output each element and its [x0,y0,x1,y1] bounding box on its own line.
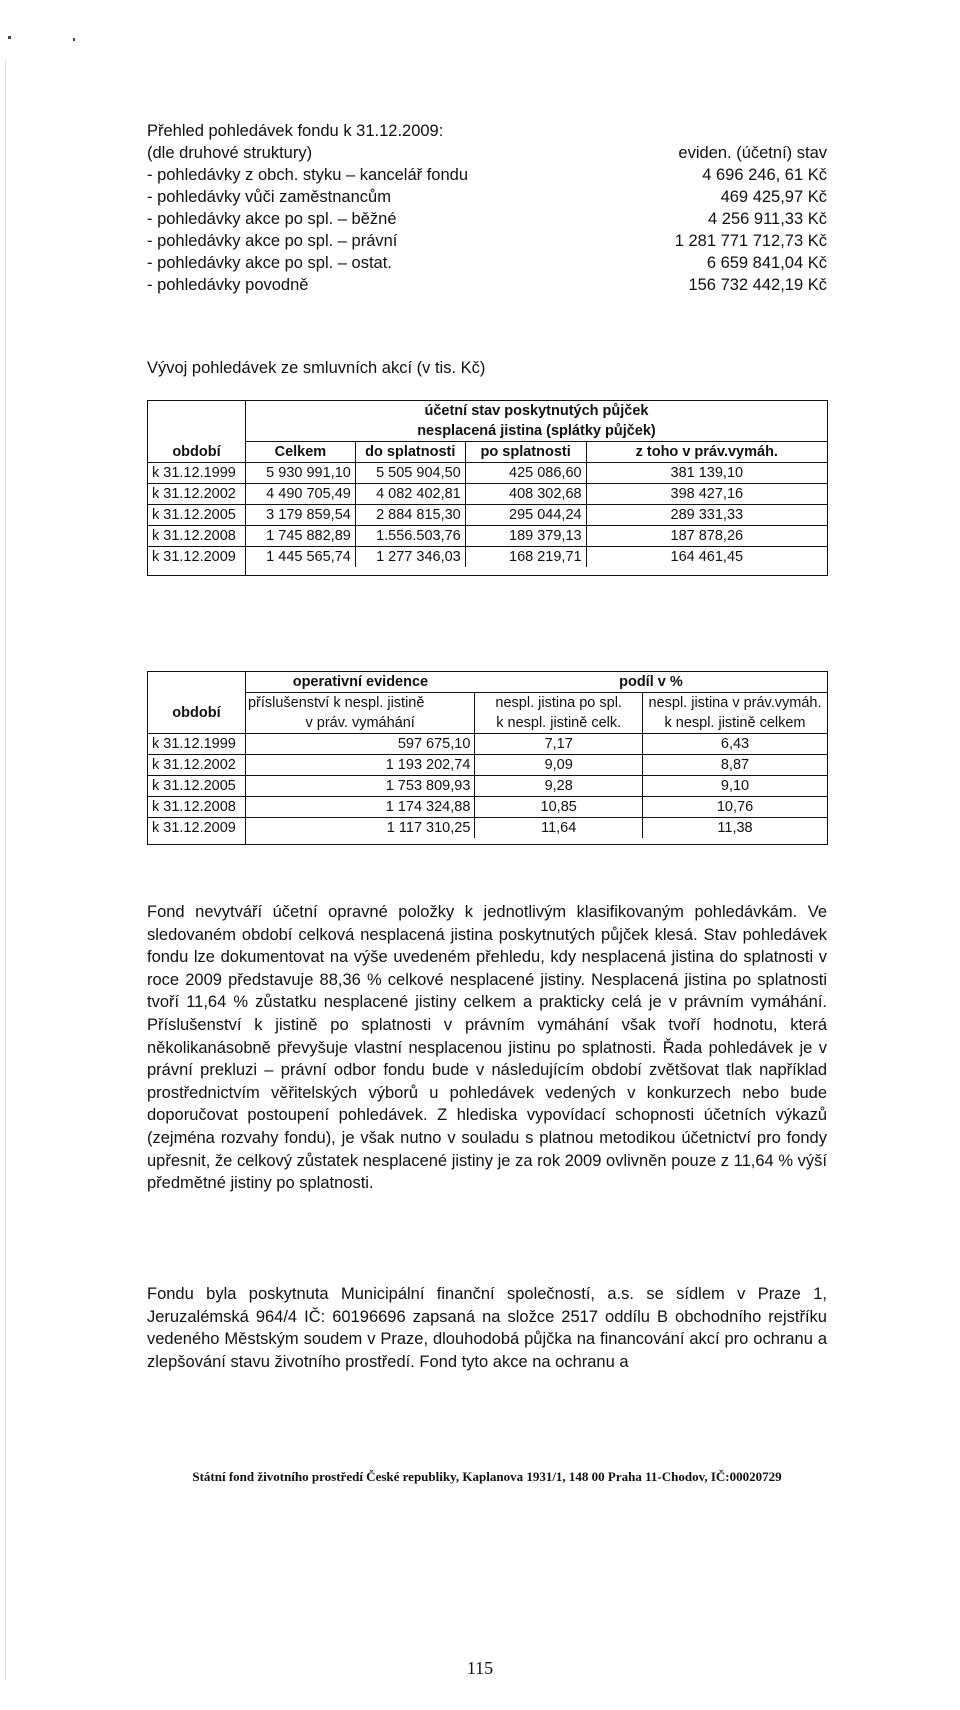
period-cell: k 31.12.2009 [148,818,246,839]
summary-item-label: - pohledávky vůči zaměstnancům [147,188,391,206]
table-cell: 189 379,13 [465,526,586,547]
table-cell: 7,17 [475,734,643,755]
table-row [148,755,828,776]
period-header: období [148,442,246,463]
table-row [148,505,828,526]
period-header: období [148,693,246,734]
table-cell: 425 086,60 [465,463,586,484]
summary-item-label: - pohledávky z obch. styku – kancelář fondu [147,166,469,184]
period-cell: k 31.12.1999 [148,463,246,484]
table-cell: 6,43 [720,736,750,752]
column-header-line: k nespl. jistině celkem [643,713,828,734]
summary-item-label: - pohledávky akce po spl. – běžné [147,210,397,228]
column-header-line: k nespl. jistině celk. [475,713,643,734]
table-subgroup-header: nesplacená jistina (splátky půjček) [417,423,656,439]
table-spacer-row [148,838,828,845]
loans-state-table [147,400,828,576]
group-header-operative: operativní evidence [245,672,474,693]
summary-item [147,252,827,274]
body-paragraph: Fond nevytváří účetní opravné položky k jednotlivým klasifikovaným pohledávkám. Ve sledovaném období celková nesplacená jistina poskytnutých půjček klesá. Stav pohledávek fondu lze dokumentovat na výše uvedeném přehledu, kdy nesplacená jistina do splatnosti v roce 2009 představuje 88,36 % celkové nesplacené jistiny. Nesplacená jistina po splatnosti tvoří 11,64 % zůstatku nesplacené jistiny celkem a prakticky celá je v právním vymáhání. Příslušenství k jistině po splatnosti v právním vymáhání však tvoří hodnotu, která několikanásobně převyšuje vlastní nesplacenou jistinu po splatnosti. Řada pohledávek je v právní prekluzi – právní odbor fondu bude v následujícím období zvětšovat tlak například prostřednictvím věřitelských výborů u pohledávek vedených v konkurzech nebo bude doporučovat postoupení pohledávek. Z hlediska vypovídací schopnosti účetních výkazů (zejména rozvahy fondu), je však nutno v souladu s platnou metodikou účetnictví pro fondy upřesnit, že celkový zůstatek nesplacené jistiny je za rok 2009 ovlivněn pouze z 11,64 % výší předmětné jistiny po splatnosti. [147,903,827,1193]
operative-evidence-table [147,671,828,845]
period-cell: k 31.12.2002 [148,484,246,505]
table-cell: 597 675,10 [245,734,474,755]
table-cell: 8,87 [720,757,750,773]
summary-value-header: eviden. (účetní) stav [678,144,827,162]
table-cell: 1 174 324,88 [245,797,474,818]
table-cell: 1.556.503,76 [355,526,465,547]
table-cell: 11,38 [717,820,753,836]
summary-item-value: 469 425,97 Kč [720,188,827,206]
table-row [148,818,828,839]
summary-item-label: - pohledávky akce po spl. – právní [147,232,398,250]
table-header-row [148,713,828,734]
column-header: z toho v práv.vymáh. [586,442,827,463]
page-footer: Státní fond životního prostředí České republiky, Kaplanova 1931/1, 148 00 Praha 11-Chodov, IČ:00020729 [192,1469,782,1484]
table-cell: 5 930 991,10 [245,463,355,484]
summary-item-label: - pohledávky akce po spl. – ostat. [147,254,392,272]
table-cell: 398 427,16 [670,486,744,502]
page-number: 115 [466,1658,494,1678]
table-cell: 289 331,33 [670,507,744,523]
table-group-header: účetní stav poskytnutých půjček [424,403,649,419]
summary-item [147,164,827,186]
summary-item-value: 4 696 246, 61 Kč [702,166,827,184]
summary-item-value: 156 732 442,19 Kč [688,276,827,294]
table-row [148,776,828,797]
table-cell: 4 082 402,81 [355,484,465,505]
table-cell: 1 193 202,74 [245,755,474,776]
table-row [148,797,828,818]
table-cell: 5 505 904,50 [355,463,465,484]
table-cell: 168 219,71 [465,547,586,568]
table-row [148,547,828,568]
summary-item [147,230,827,252]
table-header-row [148,442,828,463]
column-header: Celkem [245,442,355,463]
summary-item [147,274,827,296]
period-cell: k 31.12.2009 [148,547,246,568]
table-header-row [148,421,828,442]
scan-mark [73,38,75,41]
table-cell: 9,28 [475,776,643,797]
summary-item-value: 1 281 771 712,73 Kč [674,232,827,250]
table-cell: 3 179 859,54 [245,505,355,526]
table-cell: 9,10 [720,778,750,794]
body-paragraph: Fondu byla poskytnuta Municipální finanční společností, a.s. se sídlem v Praze 1, Jeruzalémská 964/4 IČ: 60196696 zapsaná na složce 2517 oddílu B obchodního rejstříku vedeného Městským soudem v Praze, dlouhodobá půjčka na financování akcí pro ochranu a zlepšování stavu životního prostředí. Fond tyto akce na ochranu a [147,1285,827,1371]
summary-item-value: 6 659 841,04 Kč [706,254,827,272]
table-cell: 381 139,10 [670,465,744,481]
summary-heading [147,120,827,142]
period-cell: k 31.12.1999 [148,734,246,755]
scan-mark [8,36,11,39]
column-header: po splatnosti [465,442,586,463]
summary-title: Přehled pohledávek fondu k 31.12.2009: [147,122,444,140]
table-cell: 187 878,26 [670,528,744,544]
summary-subtitle: (dle druhové struktury) [147,144,313,162]
period-cell: k 31.12.2005 [148,776,246,797]
table-row [148,526,828,547]
period-cell: k 31.12.2008 [148,797,246,818]
receivables-summary [147,120,827,296]
table-cell: 10,76 [716,799,754,815]
table-cell: 295 044,24 [465,505,586,526]
table-cell: 1 745 882,89 [245,526,355,547]
table-header-row [148,401,828,422]
column-header: do splatnosti [355,442,465,463]
column-header-line: v práv. vymáhání [305,715,415,731]
table-cell: 1 753 809,93 [245,776,474,797]
summary-item [147,186,827,208]
scan-edge-line [5,60,6,1680]
table-cell: 1 277 346,03 [355,547,465,568]
section-title: Vývoj pohledávek ze smluvních akcí (v tis. Kč) [147,359,486,377]
table-cell: 9,09 [475,755,643,776]
table-cell: 11,64 [475,818,643,839]
table-cell: 2 884 815,30 [355,505,465,526]
period-cell: k 31.12.2005 [148,505,246,526]
table-header-row [148,693,828,714]
summary-item [147,208,827,230]
table-header-row [148,672,828,693]
table-cell: 4 490 705,49 [245,484,355,505]
table-cell: 408 302,68 [465,484,586,505]
table-cell: 164 461,45 [670,549,744,565]
table-row [148,463,828,484]
summary-subheading-row [147,142,827,164]
table-row [148,484,828,505]
period-cell: k 31.12.2008 [148,526,246,547]
summary-item-label: - pohledávky povodně [147,276,309,294]
column-header-line: nespl. jistina po spl. [475,693,643,714]
period-cell: k 31.12.2002 [148,755,246,776]
column-header-line: příslušenství k nespl. jistině [247,695,425,711]
table-cell: 1 445 565,74 [245,547,355,568]
column-header-line: nespl. jistina v práv.vymáh. [643,693,828,714]
table-cell: 10,85 [475,797,643,818]
table-spacer-row [148,567,828,576]
summary-item-value: 4 256 911,33 Kč [708,210,827,228]
group-header-share: podíl v % [475,672,828,693]
table-cell: 1 117 310,25 [245,818,474,839]
table-row [148,734,828,755]
